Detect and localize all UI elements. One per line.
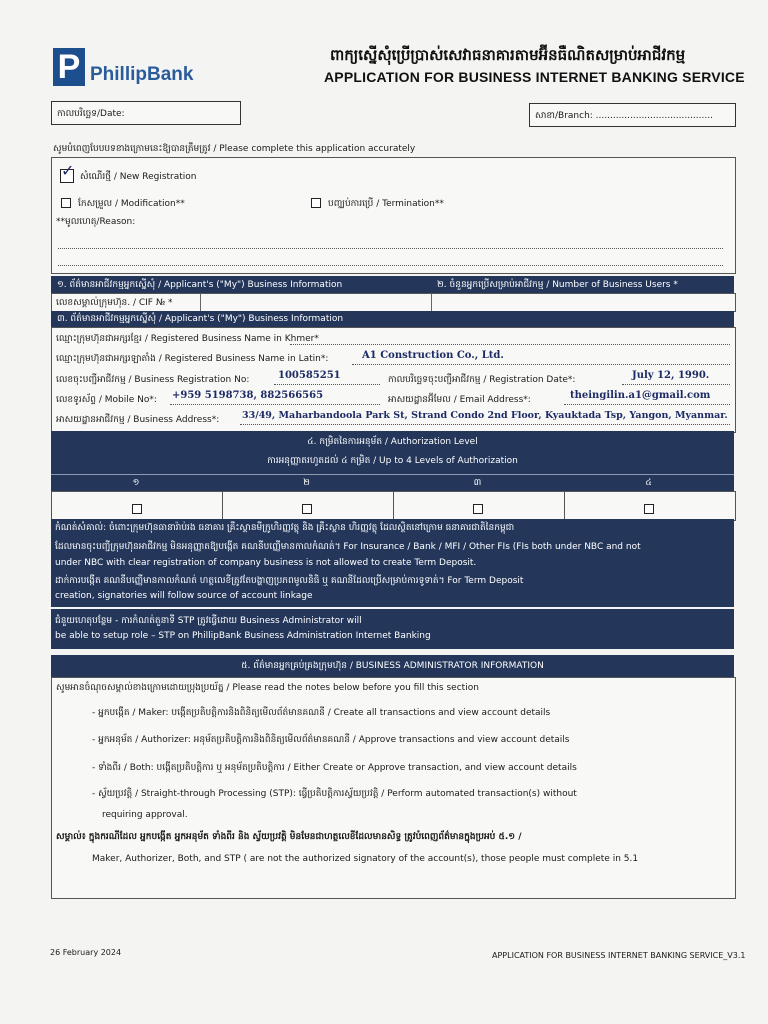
note-line-2: ដែលមានចុះបញ្ជីក្រុមហ៊ុនអាជីវកម្ម មិនអនុញ្ញាតឱ្យបង្កើត គណនីបញ្ញើមានកាលកំណត់។ For Insurance / Bank / MFI / Other FIs (FIs both under NBC and not	[55, 542, 641, 552]
stp-note: - ស្វ័យប្រវត្តិ / Straight-through Processing (STP): ធ្វើប្រតិបត្តិការស្វ័យប្រវត្តិ / Perform automated transaction(s) without	[92, 789, 577, 799]
form-title-english: APPLICATION FOR BUSINESS INTERNET BANKING SERVICE	[324, 69, 745, 85]
level-4-checkbox[interactable]	[644, 504, 654, 514]
authorization-level-title: ៤. កម្រិតនៃការអនុម័ត / Authorization Level	[307, 437, 478, 447]
cif-input[interactable]	[200, 294, 432, 311]
authorization-levels-subtitle: ការអនុញ្ញាតរហូតដល់ ៤ កម្រិត / Up to 4 Levels of Authorization	[267, 456, 518, 466]
instruction-text: សូមបំពេញបែបបទខាងក្រោមនេះឱ្យបានត្រឹមត្រូវ / Please complete this application accurately	[53, 144, 416, 154]
stp-admin-note	[51, 609, 734, 649]
section-2-title: ២. ចំនួនអ្នកប្រើសម្រាប់អាជីវកម្ម / Number of Business Users *	[437, 280, 678, 290]
cif-row	[51, 293, 736, 312]
remark-khmer: សម្គាល់៖ ក្នុងករណីដែល អ្នកបង្កើត អ្នកអនុម័ត ទាំងពីរ និង ស្វ័យប្រវត្តិ មិនមែនជាហត្ថលេខីដែលមានសិទ្ធ ត្រូវបំពេញព័ត៌មានក្នុងប្រអប់ ៥.១ /	[56, 832, 522, 842]
section-5-body	[51, 677, 736, 899]
name-latin-label: ឈ្មោះក្រុមហ៊ុនជាអក្សរឡាតាំង / Registered Business Name in Latin*:	[56, 354, 329, 364]
modification-checkbox[interactable]	[61, 198, 71, 208]
section-5-title: ៥. ព័ត៌មានអ្នកគ្រប់គ្រងក្រុមហ៊ុន / BUSINESS ADMINISTRATOR INFORMATION	[241, 661, 544, 671]
note-line-4: ដាក់ការបង្កើត គណនីបញ្ញើមានកាលកំណត់ ហត្ថលេខីត្រូវតែបង្ហាញប្រភពមូលនិធិ ឬ គណនីដែលប្រើសម្រាប់ការទូទាត់។ For Term Deposit	[55, 576, 524, 586]
maker-note: - អ្នកបង្កើត / Maker: បង្កើតប្រតិបត្តិការនិងពិនិត្យមើលព័ត៌មានគណនី / Create all transactions and view account details	[92, 708, 551, 718]
number-of-users-input[interactable]	[430, 294, 735, 311]
reason-label: **មូលហេតុ/Reason:	[56, 217, 136, 227]
termination-label: បញ្ឈប់ការប្រើ / Termination**	[328, 199, 444, 209]
note-line-1: កំណត់សំគាល់: ចំពោះក្រុមហ៊ុនធានារ៉ាប់រង ធនាគារ គ្រឹះស្ថានមីក្រូហិរញ្ញវត្ថុ និង គ្រឹះស្ថាន ហិរញ្ញវត្ថុ ដែលស្ថិតនៅក្រោម ធនាគារជាតិនៃកម្ពុជា	[55, 523, 515, 533]
branch-field[interactable]	[529, 103, 736, 127]
section-4-header	[51, 431, 734, 491]
both-note: - ទាំងពីរ / Both: បង្កើតប្រតិបត្តិការ ឬ អនុម័តប្រតិបត្តិការ / Either Create or Approve transaction, and view account details	[92, 763, 577, 773]
name-khmer-label: ឈ្មោះក្រុមហ៊ុនជាអក្សរខ្មែរ / Registered Business Name in Khmer*	[56, 334, 319, 344]
business-address-value[interactable]: 33/49, Maharbandoola Park St, Strand Condo 2nd Floor, Kyauktada Tsp, Yangon, Myanmar.	[242, 410, 728, 421]
admin-note-line-1: ជំនួយហេតុបន្ថែម - ការកំណត់តួនាទី STP ត្រូវធ្វើដោយ Business Administrator will	[55, 616, 362, 626]
authorization-level-row	[51, 491, 736, 521]
date-label: កាលបរិច្ឆេទ/Date:	[57, 109, 125, 119]
note-line-5: creation, signatories will follow source of account linkage	[55, 591, 313, 601]
section-3-body	[51, 327, 736, 433]
remark-english: Maker, Authorizer, Both, and STP ( are not the authorized signatory of the account(s), those people must complete in 5.1	[92, 854, 639, 864]
phillipbank-logo-mark: P	[53, 48, 85, 86]
term-deposit-notes	[51, 519, 734, 607]
footer-date: 26 February 2024	[50, 948, 122, 957]
termination-checkbox[interactable]	[311, 198, 321, 208]
mobile-line	[170, 404, 380, 405]
modification-label: កែសម្រួល / Modification**	[78, 199, 185, 209]
registration-date-value[interactable]: July 12, 1990.	[632, 370, 710, 381]
branch-label: សាខា/Branch: .........................................	[535, 111, 713, 121]
phillipbank-logo-text: PhillipBank	[90, 64, 194, 85]
reason-line-2[interactable]	[58, 265, 723, 266]
reason-line-1[interactable]	[58, 248, 723, 249]
business-address-line	[240, 424, 730, 425]
stp-note-continued: requiring approval.	[102, 810, 188, 820]
section-3-header	[51, 311, 734, 327]
mobile-label: លេខទូរស័ព្ទ / Mobile No*:	[56, 395, 157, 405]
date-field[interactable]	[51, 101, 241, 125]
email-line	[564, 404, 730, 405]
email-label: អាសយដ្ឋានអ៊ីមែល / Email Address*:	[388, 395, 531, 405]
form-title-khmer: ពាក្យស្នើសុំប្រើប្រាស់សេវាធនាគារតាមអ៊ីនធឺណិតសម្រាប់អាជីវកម្ម	[330, 47, 686, 64]
new-registration-label: សំណើរថ្មី / New Registration	[80, 172, 197, 182]
name-khmer-input[interactable]	[290, 344, 730, 345]
level-1-header: ១	[132, 478, 140, 488]
registration-type-section	[51, 157, 736, 274]
mobile-value[interactable]: +959 5198738, 882566565	[172, 390, 324, 401]
checkmark-icon: ✓	[61, 161, 75, 180]
level-1-checkbox[interactable]	[132, 504, 142, 514]
authorizer-note: - អ្នកអនុម័ត / Authorizer: អនុម័តប្រតិបត្តិការនិងពិនិត្យមើលព័ត៌មានគណនី / Approve transactions and view account details	[92, 735, 570, 745]
name-latin-line	[352, 364, 730, 365]
registration-date-line	[622, 384, 730, 385]
level-2-checkbox[interactable]	[302, 504, 312, 514]
registration-date-label: កាលបរិច្ឆេទចុះបញ្ជីអាជីវកម្ម / Registration Date*:	[388, 375, 576, 385]
level-2-header: ២	[303, 478, 310, 488]
section-1-2-header	[51, 276, 734, 293]
cif-label: លេខសម្គាល់ក្រុមហ៊ុន. / CIF № *	[56, 298, 173, 308]
admin-note-line-2: be able to setup role – STP on PhillipBank Business Administration Internet Banking	[55, 631, 431, 641]
business-address-label: អាសយដ្ឋានអាជីវកម្ម / Business Address*:	[56, 415, 220, 425]
note-line-3: under NBC with clear registration of company business is not allowed to create Term Deposit.	[55, 558, 477, 568]
registration-no-label: លេខចុះបញ្ជីអាជីវកម្ម / Business Registration No:	[56, 375, 250, 385]
section-3-title: ៣. ព័ត៌មានអាជីវកម្មអ្នកស្នើសុំ / Applicant's ("My") Business Information	[57, 314, 344, 324]
email-value[interactable]: theingilin.a1@gmail.com	[570, 390, 711, 401]
registration-no-line	[274, 384, 380, 385]
section-1-title: ១. ព័ត៌មានអាជីវកម្មអ្នកស្នើសុំ / Applicant's ("My") Business Information	[57, 280, 343, 290]
section-5-header	[51, 655, 734, 677]
level-4-header: ៤	[645, 478, 652, 488]
footer-form-name: APPLICATION FOR BUSINESS INTERNET BANKING SERVICE_V3.1	[492, 951, 746, 960]
name-latin-value[interactable]: A1 Construction Co., Ltd.	[362, 350, 504, 361]
registration-no-value[interactable]: 100585251	[278, 370, 341, 381]
level-3-checkbox[interactable]	[473, 504, 483, 514]
section-5-intro: សូមអានចំណុចសម្គាល់ខាងក្រោមដោយប្រុងប្រយ័ត្ន / Please read the notes below before you fill this section	[56, 683, 479, 693]
level-3-header: ៣	[473, 478, 482, 488]
